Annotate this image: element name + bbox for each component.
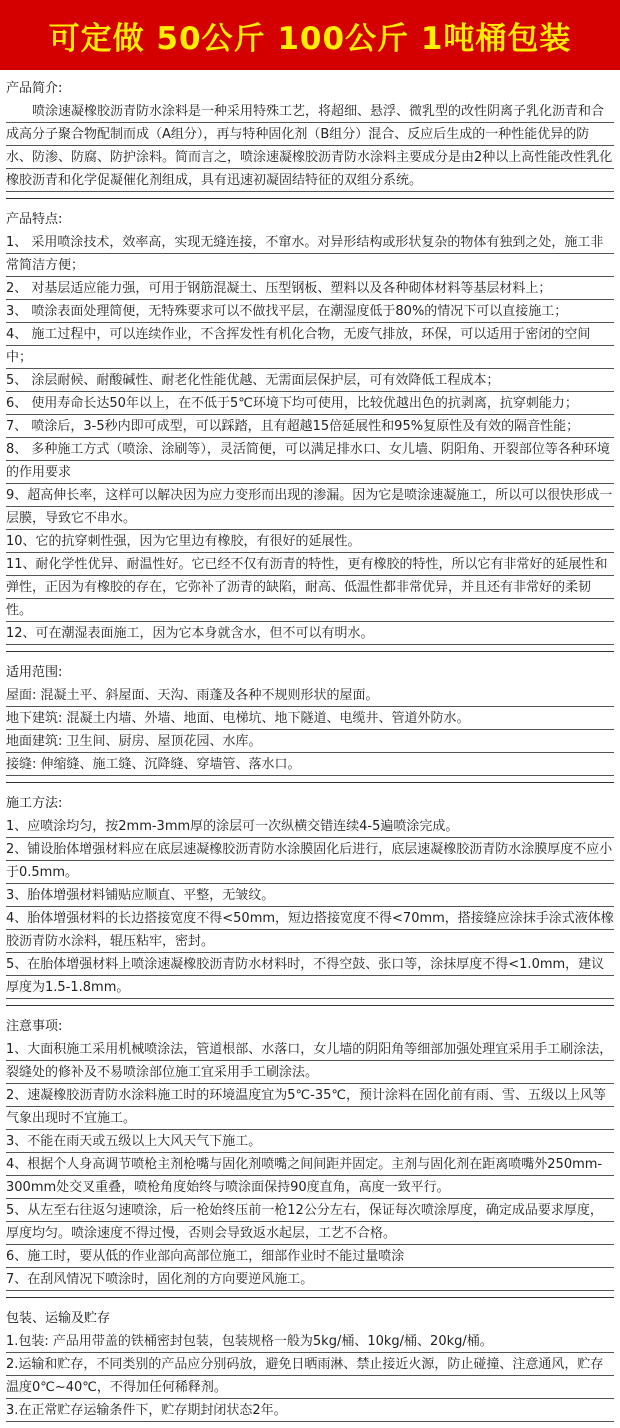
feature-item: 5、 涂层耐候、耐酸碱性、耐老化性能优越、无需面层保护层，可有效降低工程成本； bbox=[6, 369, 614, 392]
scope-section bbox=[6, 651, 614, 782]
method-section bbox=[6, 782, 614, 1005]
method-item: 5、在胎体增强材料上喷涂速凝橡胶沥青防水材料时，不得空鼓、张口等，涂抹厚度不得<1.0mm，建议厚度为1.5-1.8mm。 bbox=[6, 953, 614, 999]
storage-item: 1.包装: 产品用带盖的铁桶密封包装，包装规格一般为5kg/桶、10kg/桶、20kg/桶。 bbox=[6, 1330, 614, 1353]
method-item: 1、应喷涂均匀，按2mm-3mm厚的涂层可一次纵横交错连续4-5遍喷涂完成。 bbox=[6, 815, 614, 838]
notes-heading: 注意事项: bbox=[6, 1019, 63, 1034]
storage-item: 3.在正常贮存运输条件下，贮存期封闭状态2年。 bbox=[6, 1399, 614, 1422]
method-item: 3、胎体增强材料铺贴应顺直、平整，无皱纹。 bbox=[6, 884, 614, 907]
note-item: 1、大面积施工采用机械喷涂法，管道根部、水落口，女儿墙的阴阳角等细部加强处理宜采用手工刷涂法，裂缝处的修补及不易喷涂部位施工宜采用手工刷涂法。 bbox=[6, 1038, 614, 1084]
intro-text: 喷涂速凝橡胶沥青防水涂料是一种采用特殊工艺，将超细、悬浮、微乳型的改性阴离子乳化沥青和合成高分子聚合物配制而成（A组分），再与特种固化剂（B组分）混合、反应后生成的一种性能优异的防水、防渗、防腐、防护涂料。简而言之，喷涂速凝橡胶沥青防水涂料主要成分是由2种以上高性能改性乳化橡胶沥青和化学促凝催化剂组成，具有迅速初凝固结特征的双组分系统。 bbox=[6, 100, 614, 192]
features-section bbox=[6, 198, 614, 651]
feature-item: 2、 对基层适应能力强，可用于钢筋混凝土、压型钢板、塑料以及各种砌体材料等基层材料上； bbox=[6, 277, 614, 300]
note-item: 3、不能在雨天或五级以上大风天气下施工。 bbox=[6, 1130, 614, 1153]
method-heading: 施工方法: bbox=[6, 796, 63, 811]
feature-item: 7、 喷涂后，3-5秒内即可成型，可以踩踏，且有超越15倍延展性和95%复原性及有效的隔音性能； bbox=[6, 415, 614, 438]
scope-item: 接缝: 伸缩缝、施工缝、沉降缝、穿墙管、落水口。 bbox=[6, 753, 614, 776]
note-item: 4、根据个人身高调节喷枪主剂枪嘴与固化剂喷嘴之间间距并固定。主剂与固化剂在距离喷嘴外250mm-300mm处交叉重叠，喷枪角度始终与喷涂面保持90度直角，高度一致平行。 bbox=[6, 1153, 614, 1199]
notes-list bbox=[6, 1038, 614, 1291]
header-banner bbox=[0, 0, 620, 70]
feature-item: 9、超高伸长率，这样可以解决因为应力变形而出现的渗漏。因为它是喷涂速凝施工，所以可以很快形成一层膜，导致它不串水。 bbox=[6, 484, 614, 530]
intro-heading: 产品简介: bbox=[6, 81, 63, 96]
feature-item: 11、耐化学性优异、耐温性好。它已经不仅有沥青的特性，更有橡胶的特性，所以它有非常好的延展性和弹性，正因为有橡胶的存在，它弥补了沥青的缺陷，耐高、低温性都非常优异，并且还有非常好的柔韧性。 bbox=[6, 553, 614, 622]
scope-list bbox=[6, 684, 614, 776]
scope-heading: 适用范围: bbox=[6, 665, 63, 680]
storage-section bbox=[6, 1297, 614, 1428]
storage-item: 2.运输和贮存，不同类别的产品应分别码放，避免日晒雨淋、禁止接近火源，防止碰撞、注意通风，贮存温度0℃~40℃，不得加任何稀释剂。 bbox=[6, 1353, 614, 1399]
storage-list bbox=[6, 1330, 614, 1422]
feature-item: 10、它的抗穿刺性强，因为它里边有橡胶，有很好的延展性。 bbox=[6, 530, 614, 553]
method-item: 2、铺设胎体增强材料应在底层速凝橡胶沥青防水涂膜固化后进行，底层速凝橡胶沥青防水涂膜厚度不应小于0.5mm。 bbox=[6, 838, 614, 884]
note-item: 5、从左至右往返匀速喷涂，后一枪始终压前一枪12公分左右，保证每次喷涂厚度，确定成品要求厚度，厚度均匀。喷涂速度不得过慢，否则会导致返水起层，工艺不合格。 bbox=[6, 1199, 614, 1245]
features-heading: 产品特点: bbox=[6, 212, 63, 227]
banner-title: 可定做 50公斤 100公斤 1吨桶包装 bbox=[48, 20, 572, 57]
feature-item: 12、可在潮湿表面施工，因为它本身就含水，但不可以有明水。 bbox=[6, 622, 614, 645]
note-item: 2、速凝橡胶沥青防水涂料施工时的环境温度宜为5℃-35℃，预计涂料在固化前有雨、雪、五级以上风等气象出现时不宜施工。 bbox=[6, 1084, 614, 1130]
feature-item: 6、 使用寿命长达50年以上，在不低于5℃环境下均可使用，比较优越出色的抗剥离，抗穿刺能力； bbox=[6, 392, 614, 415]
feature-item: 1、 采用喷涂技术，效率高，实现无缝连接，不窜水。对异形结构或形状复杂的物体有独到之处，施工非常简洁方便； bbox=[6, 231, 614, 277]
document-body bbox=[0, 70, 620, 1418]
note-item: 6、施工时，要从低的作业部向高部位施工，细部作业时不能过量喷涂 bbox=[6, 1245, 614, 1268]
features-list bbox=[6, 231, 614, 645]
scope-item: 地面建筑: 卫生间、厨房、屋顶花园、水库。 bbox=[6, 730, 614, 753]
intro-section bbox=[6, 70, 614, 198]
feature-item: 8、 多种施工方式（喷涂、涂刷等），灵活简便，可以满足排水口、女儿墙、阴阳角、开裂部位等各种环境的作用要求 bbox=[6, 438, 614, 484]
notes-section bbox=[6, 1005, 614, 1297]
scope-item: 屋面: 混凝土平、斜屋面、天沟、雨蓬及各种不规则形状的屋面。 bbox=[6, 684, 614, 707]
feature-item: 4、 施工过程中，可以连续作业，不含挥发性有机化合物，无废气排放，环保，可以适用于密闭的空间中； bbox=[6, 323, 614, 369]
note-item: 7、在刮风情况下喷涂时，固化剂的方向要逆风施工。 bbox=[6, 1268, 614, 1291]
scope-item: 地下建筑: 混凝土内墙、外墙、地面、电梯坑、地下隧道、电缆井、管道外防水。 bbox=[6, 707, 614, 730]
method-item: 4、胎体增强材料的长边搭接宽度不得<50mm，短边搭接宽度不得<70mm，搭接缝应涂抹手涂式液体橡胶沥青防水涂料，辊压粘牢，密封。 bbox=[6, 907, 614, 953]
feature-item: 3、 喷涂表面处理简便，无特殊要求可以不做找平层，在潮湿度低于80%的情况下可以直接施工； bbox=[6, 300, 614, 323]
storage-heading: 包装、运输及贮存 bbox=[6, 1311, 111, 1326]
method-list bbox=[6, 815, 614, 999]
